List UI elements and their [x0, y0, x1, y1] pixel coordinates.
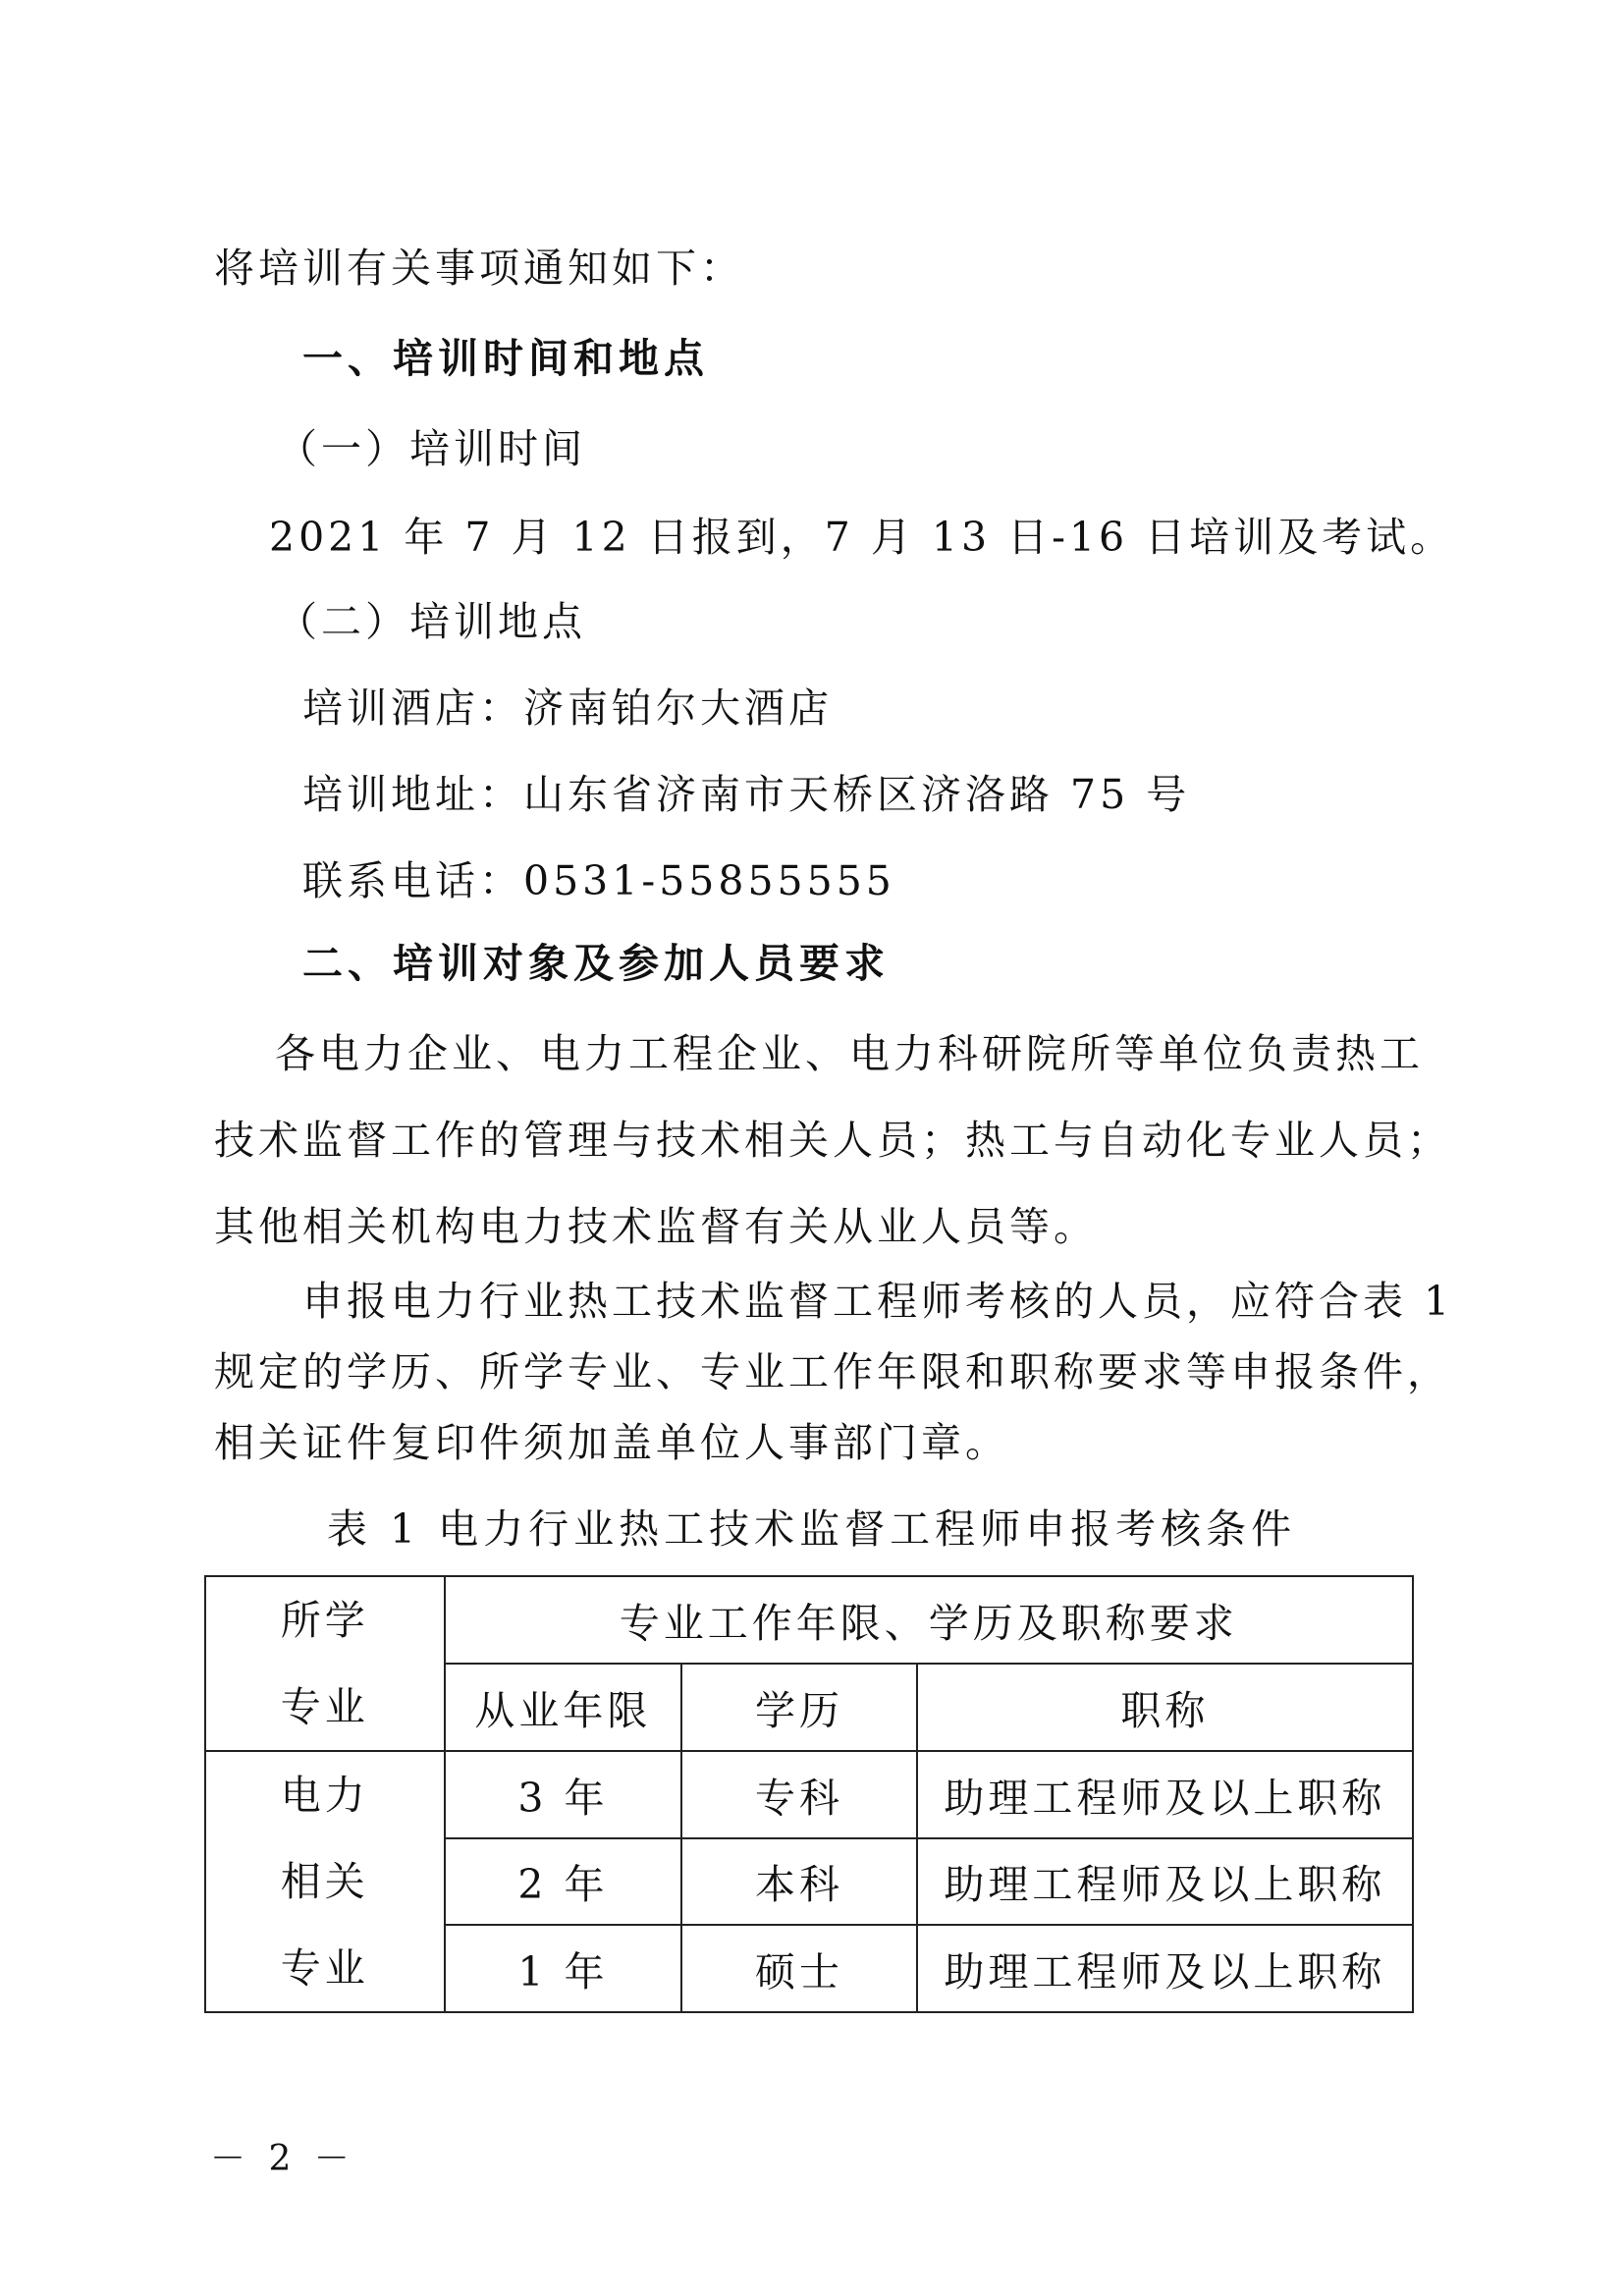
- section-heading-1: 一、培训时间和地点: [302, 335, 709, 382]
- header-major-line-2: 专业: [280, 1683, 369, 1730]
- paragraph-2-line-3: 相关证件复印件须加盖单位人事部门章。: [214, 1419, 1009, 1466]
- section-heading-2: 二、培训对象及参加人员要求: [302, 940, 890, 987]
- title-cell: 助理工程师及以上职称: [917, 1751, 1413, 1838]
- table-caption: 表 1 电力行业热工技术监督工程师申报考核条件: [326, 1505, 1297, 1553]
- address-line: 培训地址：山东省济南市天桥区济洛路 75 号: [302, 771, 1191, 818]
- paragraph-1-line-2: 技术监督工作的管理与技术相关人员；热工与自动化专业人员；: [214, 1117, 1451, 1164]
- education-cell: 专科: [681, 1751, 917, 1838]
- education-cell: 本科: [681, 1838, 917, 1926]
- years-cell: 3 年: [445, 1751, 682, 1838]
- paragraph-1-line-1: 各电力企业、电力工程企业、电力科研院所等单位负责热工: [275, 1030, 1424, 1077]
- paragraph-1-line-3: 其他相关机构电力技术监督有关从业人员等。: [214, 1203, 1098, 1250]
- title-cell: 助理工程师及以上职称: [917, 1925, 1413, 2012]
- table-header-row: [205, 1576, 1413, 1664]
- header-major-cell: [205, 1576, 445, 1751]
- intro-line: 将培训有关事项通知如下：: [214, 245, 744, 292]
- header-title: 职称: [917, 1664, 1413, 1751]
- paragraph-2-line-1: 申报电力行业热工技术监督工程师考核的人员，应符合表 1: [302, 1278, 1454, 1325]
- major-line-2: 相关: [280, 1858, 369, 1905]
- header-group-cell: 专业工作年限、学历及职称要求: [445, 1576, 1413, 1664]
- phone-line: 联系电话：0531-55855555: [302, 857, 895, 904]
- major-cell: [205, 1751, 445, 2012]
- training-time-text: 2021 年 7 月 12 日报到，7 月 13 日-16 日培训及考试。: [269, 514, 1455, 561]
- page-number: － 2 －: [210, 2139, 355, 2179]
- major-line-1: 电力: [280, 1772, 369, 1819]
- major-line-3: 专业: [280, 1944, 369, 1992]
- years-cell: 1 年: [445, 1925, 682, 2012]
- header-major-line-1: 所学: [280, 1597, 369, 1644]
- header-education: 学历: [681, 1664, 917, 1751]
- requirements-table: [204, 1575, 1414, 2013]
- paragraph-2-line-2: 规定的学历、所学专业、专业工作年限和职称要求等申报条件，: [214, 1348, 1451, 1395]
- hotel-line: 培训酒店：济南铂尔大酒店: [302, 684, 833, 732]
- subsection-location: （二）培训地点: [277, 598, 586, 645]
- subsection-time: （一）培训时间: [277, 425, 586, 472]
- header-years: 从业年限: [445, 1664, 682, 1751]
- title-cell: 助理工程师及以上职称: [917, 1838, 1413, 1926]
- education-cell: 硕士: [681, 1925, 917, 2012]
- years-cell: 2 年: [445, 1838, 682, 1926]
- table-row: [205, 1751, 1413, 1838]
